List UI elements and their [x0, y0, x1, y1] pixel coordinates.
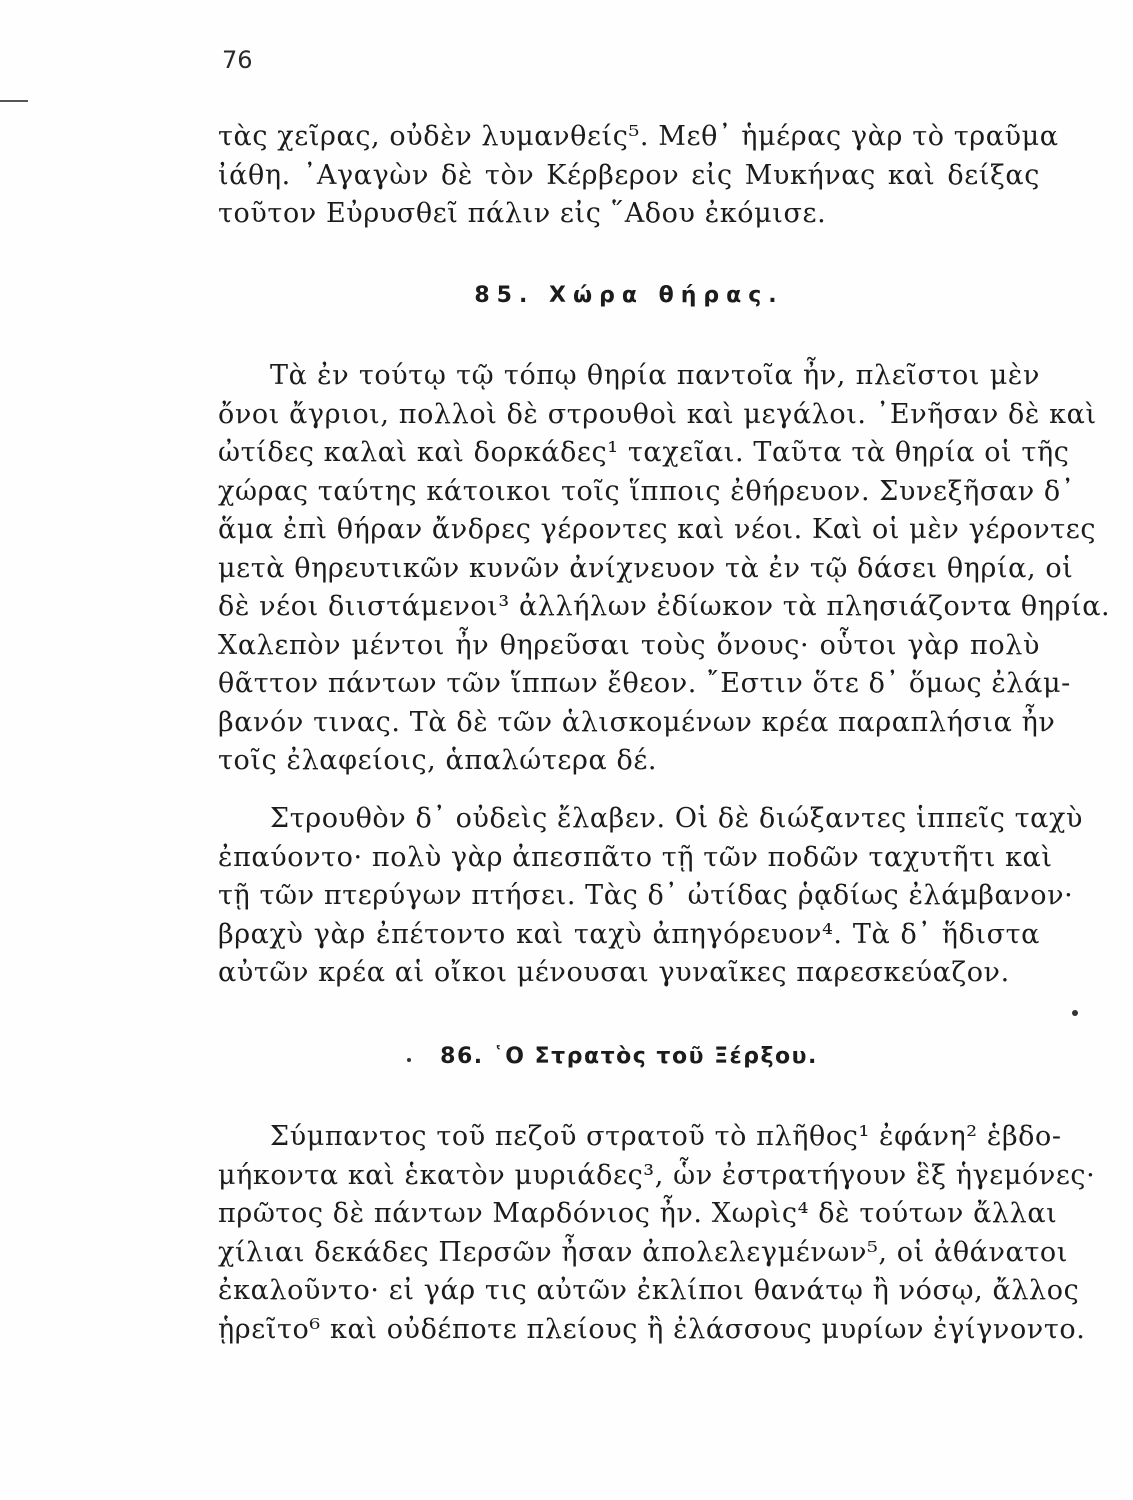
text-line: χώρας ταύτης κάτοικοι τοῖς ἵπποις ἐθήρευον. Συνεξῆσαν δ᾽	[218, 475, 1075, 507]
text-line: θᾶττον πάντων τῶν ἵππων ἔθεον. ῎Εστιν ὅτε δ᾽ ὅμως ἐλάμ-	[218, 668, 1071, 699]
text-line: δὲ νέοι διιστάμενοι³ ἀλλήλων ἐδίωκον τὰ πλησιάζοντα θηρία.	[218, 591, 1111, 622]
text-line: ᾑρεῖτο⁶ καὶ οὐδέποτε πλείους ἢ ἐλάσσους μυρίων ἐγίγνοντο.	[218, 1313, 1086, 1345]
text-line: ἰάθη. ᾿Αγαγὼν δὲ τὸν Κέρβερον εἰς Μυκήνας καὶ δείξας	[218, 159, 1040, 191]
text-line: ὠτίδες καλαὶ καὶ δορκάδες¹ ταχεῖαι. Ταῦτα τὰ θηρία οἱ τῆς	[218, 437, 1070, 468]
text-line: τὰς χεῖρας, οὐδὲν λυμανθείς⁵. Μεθ᾽ ἡμέρας γὰρ τὸ τραῦμα	[218, 121, 1059, 152]
text-line: χίλιαι δεκάδες Περσῶν ἦσαν ἀπολελεγμένων⁵, οἱ ἀθάνατοι	[218, 1236, 1068, 1268]
text-line: ὄνοι ἄγριοι, πολλοὶ δὲ στρουθοὶ καὶ μεγάλοι. ᾿Ενῆσαν δὲ καὶ	[218, 398, 1097, 430]
text-line: βανόν τινας. Τὰ δὲ τῶν ἁλισκομένων κρέα παραπλήσια ἦν	[218, 706, 1056, 738]
scan-speck	[1072, 1010, 1078, 1016]
scan-speck	[407, 1058, 411, 1062]
text-line: τῇ τῶν πτερύγων πτήσει. Τὰς δ᾽ ὠτίδας ῥᾳδίως ἐλάμβανον·	[218, 880, 1074, 911]
margin-mark	[0, 100, 28, 102]
paragraph	[218, 357, 1111, 781]
text-line: Σύμπαντος τοῦ πεζοῦ στρατοῦ τὸ πλῆθος¹ ἐφάνη² ἑβδο-	[270, 1121, 1062, 1152]
continuation-paragraph	[218, 118, 1059, 234]
text-line: ἐκαλοῦντο· εἰ γάρ τις αὐτῶν ἐκλίποι θανάτῳ ἢ νόσῳ, ἄλλος	[218, 1275, 1080, 1306]
text-line: Στρουθὸν δ᾽ οὐδεὶς ἔλαβεν. Οἱ δὲ διώξαντες ἱππεῖς ταχὺ	[270, 803, 1083, 834]
text-line: τοῖς ἐλαφείοις, ἁπαλώτερα δέ.	[218, 745, 658, 776]
paragraph	[218, 1118, 1096, 1349]
text-line: Χαλεπὸν μέντοι ἦν θηρεῦσαι τοὺς ὄνους· οὗτοι γὰρ πολὺ	[218, 629, 1040, 661]
page-number: 76	[222, 46, 253, 74]
text-line: ἅμα ἐπὶ θήραν ἄνδρες γέροντες καὶ νέοι. Καὶ οἱ μὲν γέροντες	[218, 514, 1097, 545]
text-line: τοῦτον Εὐρυσθεῖ πάλιν εἰς ῞Αδου ἐκόμισε.	[218, 198, 827, 229]
text-line: Τὰ ἐν τούτῳ τῷ τόπῳ θηρία παντοῖα ἦν, πλεῖστοι μὲν	[270, 360, 1040, 391]
text-line: αὐτῶν κρέα αἱ οἴκοι μένουσαι γυναῖκες παρεσκεύαζον.	[218, 957, 1010, 988]
text-line: ἐπαύοντο· πολὺ γὰρ ἀπεσπᾶτο τῇ τῶν ποδῶν ταχυτῆτι καὶ	[218, 841, 1053, 873]
text-line: μετὰ θηρευτικῶν κυνῶν ἀνίχνευον τὰ ἐν τῷ δάσει θηρία, οἱ	[218, 552, 1074, 584]
text-line: μήκοντα καὶ ἑκατὸν μυριάδες³, ὧν ἐστρατήγουν ἓξ ἡγεμόνες·	[218, 1159, 1096, 1191]
section-heading-85: 85. Χώρα θήρας.	[474, 283, 784, 308]
section-heading-86: 86. ῾Ο Στρατὸς τοῦ Ξέρξου.	[440, 1044, 818, 1069]
paragraph	[218, 800, 1083, 993]
text-line: πρῶτος δὲ πάντων Μαρδόνιος ἦν. Χωρὶς⁴ δὲ τούτων ἄλλαι	[218, 1198, 1058, 1229]
text-line: βραχὺ γὰρ ἐπέτοντο καὶ ταχὺ ἀπηγόρευον⁴. Τὰ δ᾽ ἥδιστα	[218, 918, 1040, 950]
